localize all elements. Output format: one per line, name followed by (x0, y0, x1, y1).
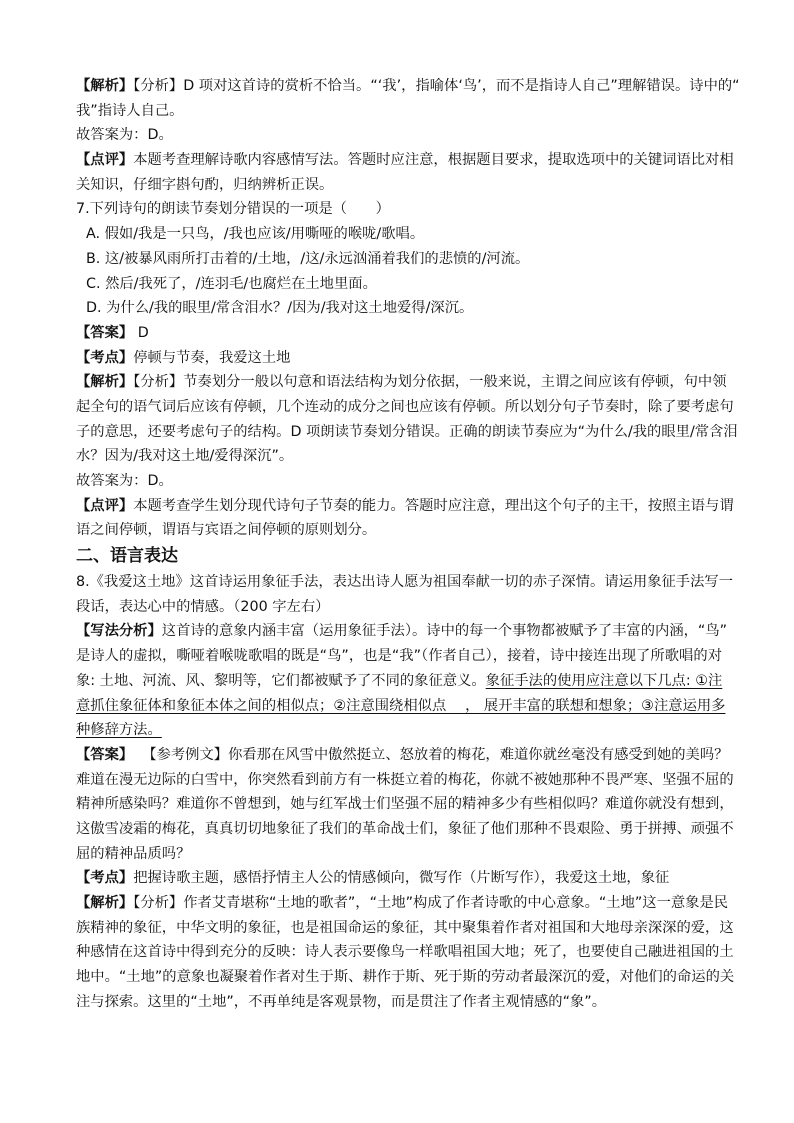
q8-method-line (76, 669, 722, 694)
analysis-text: D 项对这首诗的赏析不恰当。“‘我’，指喻体‘鸟’，而不是指诗人自己”理解错误。诗中的“ (183, 78, 740, 94)
answer-value: D (137, 324, 149, 341)
comment-tag: 【点评】 (76, 497, 134, 514)
q8-answer-line: 难道在漫无边际的白雪中，你突然看到前方有一株挺立着的梅花，你就不被她那种不畏严寒、坚强不屈的 (76, 771, 734, 788)
q8-analysis-line: 注与探索。这里的“土地”，不再单纯是客观景物，而是贯注了作者主观情感的“象”。 (76, 993, 607, 1010)
q6-comment-line: 关知识，仔细字斟句酌，归纳辨析正误。 (76, 176, 334, 193)
analysis-sub-tag: 【分析】 (133, 78, 184, 94)
q8-analysis-line (76, 891, 729, 916)
method-text: 象: 土地、河流、风、黎明等，它们都被赋予了不同的象征意义。 (76, 672, 486, 689)
method-underlined-text: 象征手法的使用应注意以下几点: ①注 (485, 672, 723, 689)
answer-text: 你看那在风雪中傲然挺立、怒放着的梅花，难道你就丝毫没有感受到她的美吗？ (228, 746, 729, 763)
point-tag: 【考点】 (76, 870, 134, 887)
q8-answer-line: 精神所感染吗？难道你不曾想到，她与红军战士们坚强不屈的精神多少有些相似吗？难道你就没有想到， (76, 796, 734, 813)
option-c: C. 然后/我死了，/连羽毛/也腐烂在土地里面。 (86, 275, 377, 292)
q7-comment-line (76, 494, 734, 519)
q8-point (76, 866, 722, 891)
method-tag: 【写法分析】 (76, 623, 162, 640)
option-b: B. 这/被暴风雨所打击着的/土地，/这/永远汹涌着我们的悲愤的/河流。 (86, 250, 530, 267)
answer-tag: 【答案】 (76, 746, 134, 763)
analysis-tag: 【解析】 (76, 895, 134, 911)
option-d: D. 为什么/我的眼里/常含泪水？/因为/我对这土地爱得/深沉。 (86, 300, 474, 317)
comment-text: 本题考查学生划分现代诗句子节奏的能力。答题时应注意，理出这个句子的主干，按照主语与谓 (133, 497, 734, 514)
q8-answer-line (76, 743, 729, 768)
comment-text: 本题考查理解诗歌内容感情写法。答题时应注意，根据题目要求，提取选项中的关键词语比对相 (133, 152, 734, 169)
analysis-tag: 【解析】 (76, 374, 134, 391)
q7-analysis-line (76, 370, 727, 395)
q7-analysis-line: 起全句的语气词后应该有停顿，几个连动的成分之间也应该有停顿。所以划分句子节奏时，除了要考虑句 (76, 398, 734, 415)
q8-method-line: 意抓住象征体和象征本体之间的相似点；②注意围绕相似点 ， 展开丰富的联想和想象；③注意运用多 (76, 697, 726, 714)
section-heading: 二、语言表达 (76, 546, 178, 567)
q7-analysis-line: 子的意思，还要考虑句子的结构。D 项朗读节奏划分错误。正确的朗读节奏应为“为什么/我的眼里/常含泪 (76, 423, 738, 440)
q7-analysis-line: 水？因为/我对这土地/爱得深沉”。 (76, 448, 294, 465)
q8-answer-line: 屈的精神品质吗？ (76, 845, 191, 862)
question-8-stem: 8.《我爱这土地》这首诗运用象征手法，表达出诗人愿为祖国奉献一切的赤子深情。请运用象征手法写一 (76, 574, 733, 591)
q6-analysis-line: 我”指诗人自己。 (76, 102, 184, 119)
q7-answer (76, 321, 722, 346)
answer-tag: 【答案】 (76, 324, 134, 341)
method-underlined-text: 种修辞方法。 (76, 722, 162, 739)
analysis-tag: 【解析】 (76, 78, 134, 94)
q8-method-line (76, 619, 728, 644)
question-8-stem: 段话，表达心中的情感。（200 字左右） (76, 598, 330, 615)
analysis-sub-tag: 【分析】 (133, 374, 184, 391)
point-tag: 【考点】 (76, 349, 134, 366)
q8-answer-line: 这傲雪凌霜的梅花，真真切切地象征了我们的革命战士们，象征了他们那种不畏艰险、勇于拼搏、顽强不 (76, 820, 734, 837)
q7-comment-line: 语之间停顿，谓语与宾语之间停顿的原则划分。 (76, 522, 377, 539)
point-text: 停顿与节奏，我爱这土地 (133, 349, 291, 366)
question-7-stem: 7.下列诗句的朗读节奏划分错误的一项是（ ） (76, 201, 390, 218)
q8-analysis-line: 地中。“土地”的意象也凝聚着作者对生于斯、耕作于斯、死于斯的劳动者最深沉的爱，对他们的命运的关 (76, 969, 735, 986)
q6-analysis-line (76, 74, 740, 99)
q8-analysis-line: 种感情在这首诗中得到充分的反映：诗人表示要像鸟一样歌唱祖国大地；死了，也要使自己融进祖国的土 (76, 944, 734, 961)
reference-tag: 【参考例文】 (142, 746, 229, 763)
q8-analysis-line: 族精神的象征，中华文明的象征，也是祖国命运的象征，其中聚集着作者对祖国和大地母亲深深的爱，这 (76, 919, 734, 936)
analysis-sub-tag: 【分析】 (133, 895, 184, 911)
q6-answer: 故答案为：D。 (76, 127, 173, 144)
q8-method-line: 是诗人的虚拟，嘶哑着喉咙歌唱的既是“鸟”，也是“我”（作者自己），接着，诗中接连出现了所歌唱的对 (76, 648, 722, 665)
point-text: 把握诗歌主题，感悟抒情主人公的情感倾向，微写作（片断写作），我爱这土地，象征 (133, 870, 670, 887)
analysis-text: 作者艾青堪称“土地的歌者”，“土地”构成了作者诗歌的中心意象。“土地”这一意象是民 (183, 895, 729, 911)
q7-point (76, 346, 722, 371)
comment-tag: 【点评】 (76, 152, 134, 169)
analysis-text: 节奏划分一般以句意和语法结构为划分依据，一般来说，主谓之间应该有停顿，句中领 (183, 374, 727, 391)
q6-comment-line (76, 148, 734, 173)
q8-method-line (76, 718, 722, 743)
method-text: 这首诗的意象内涵丰富（运用象征手法）。诗中的每一个事物都被赋予了丰富的内涵，“鸟” (161, 623, 728, 640)
q7-final-answer: 故答案为：D。 (76, 473, 173, 489)
option-a: A. 假如/我是一只鸟，/我也应该/用嘶哑的喉咙/歌唱。 (86, 226, 425, 243)
